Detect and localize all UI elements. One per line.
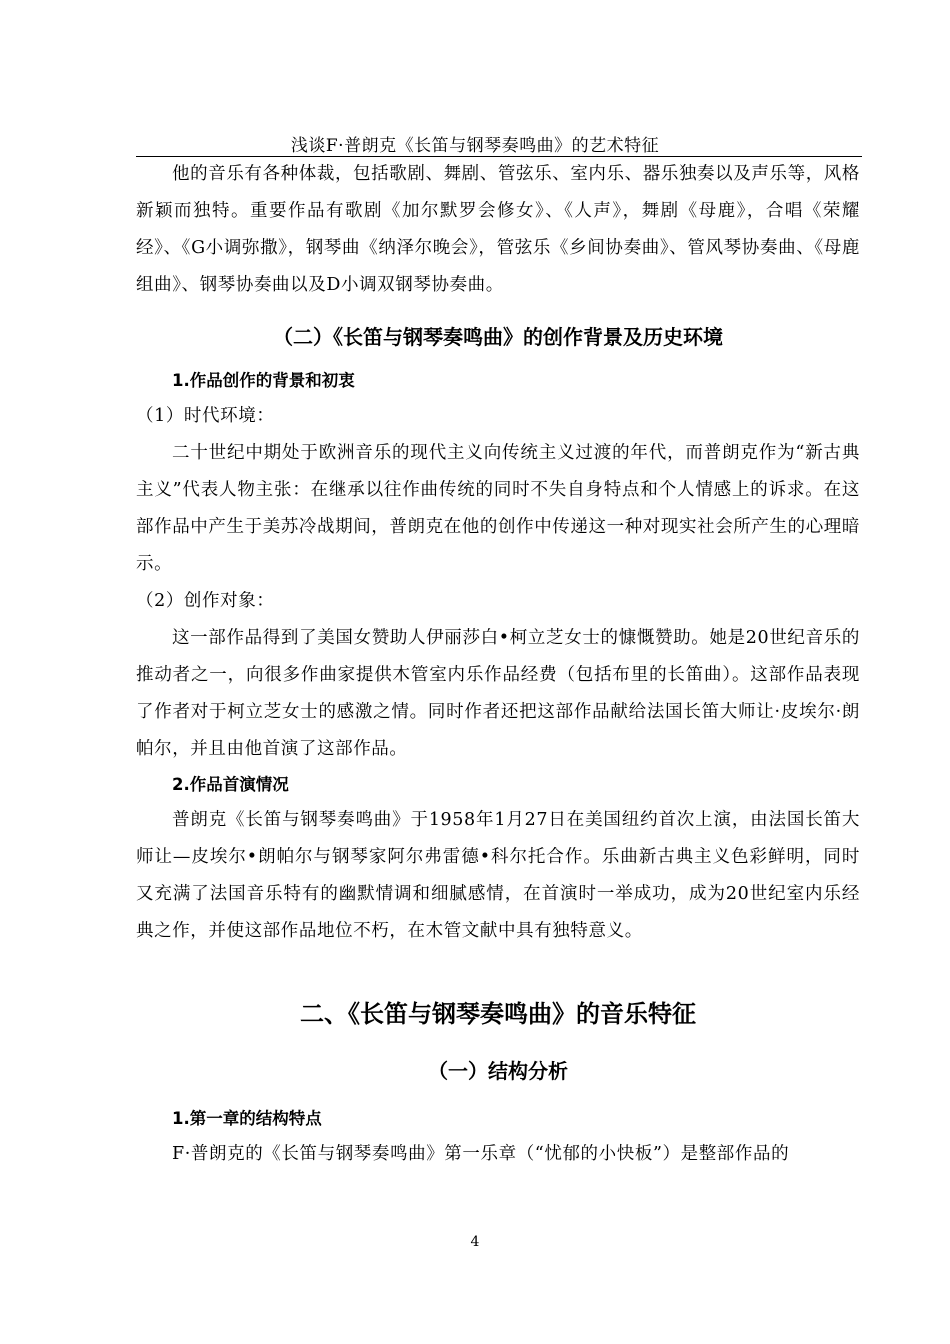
first-movement-paragraph: F·普朗克的《长笛与钢琴奏鸣曲》第一乐章（“忧郁的小快板”）是整部作品的	[172, 1144, 790, 1164]
item-subject-label: （2）创作对象：	[136, 591, 275, 611]
subheading-premiere: 2.作品首演情况	[172, 775, 289, 794]
premiere-paragraph: 普朗克《长笛与钢琴奏鸣曲》于1958年1月27日在美国纽约首次上演，由法国长笛大师让—皮埃尔•朗帕尔与钢琴家阿尔弗雷德•科尔托合作。乐曲新古典主义色彩鲜明，同时又充满了法国音乐特有的幽默情调和细腻感情，在首演时一举成功，成为20世纪室内乐经典之作，并使这部作品地位不朽，在木管文献中具有独特意义。	[136, 810, 860, 941]
page-body	[136, 156, 860, 1173]
section-heading-background: （二）《长笛与钢琴奏鸣曲》的创作背景及历史环境	[273, 325, 723, 349]
subheading-creation-background: 1.作品创作的背景和初衷	[172, 371, 355, 390]
running-header: 浅谈F·普朗克《长笛与钢琴奏鸣曲》的艺术特征	[290, 136, 660, 156]
item-era-label: （1）时代环境：	[136, 406, 275, 426]
page-number: 4	[470, 1234, 480, 1250]
subheading-first-movement: 1.第一章的结构特点	[172, 1109, 322, 1128]
item-subject-text: 这一部作品得到了美国女赞助人伊丽莎白•柯立芝女士的慷慨赞助。她是20世纪音乐的推动者之一，向很多作曲家提供木管室内乐作品经费（包括布里的长笛曲）。这部作品表现了作者对于柯立芝女士的感激之情。同时作者还把这部作品献给法国长笛大师让·皮埃尔·朗帕尔，并且由他首演了这部作品。	[136, 628, 860, 759]
chapter-heading: 二、《长笛与钢琴奏鸣曲》的音乐特征	[300, 1000, 696, 1028]
item-era-text: 二十世纪中期处于欧洲音乐的现代主义向传统主义过渡的年代，而普朗克作为“新古典主义”代表人物主张：在继承以往作曲传统的同时不失自身特点和个人情感上的诉求。在这部作品中产生于美苏冷战期间，普朗克在他的创作中传递这一种对现实社会所产生的心理暗示。	[136, 443, 860, 574]
section-heading-structure: （一）结构分析	[428, 1059, 568, 1083]
intro-paragraph: 他的音乐有各种体裁，包括歌剧、舞剧、管弦乐、室内乐、器乐独奏以及声乐等，风格新颖而独特。重要作品有歌剧《加尔默罗会修女》、《人声》，舞剧《母鹿》，合唱《荣耀经》、《G小调弥撒》，钢琴曲《纳泽尔晚会》，管弦乐《乡间协奏曲》、管风琴协奏曲、《母鹿组曲》、钢琴协奏曲以及D小调双钢琴协奏曲。	[136, 164, 860, 295]
